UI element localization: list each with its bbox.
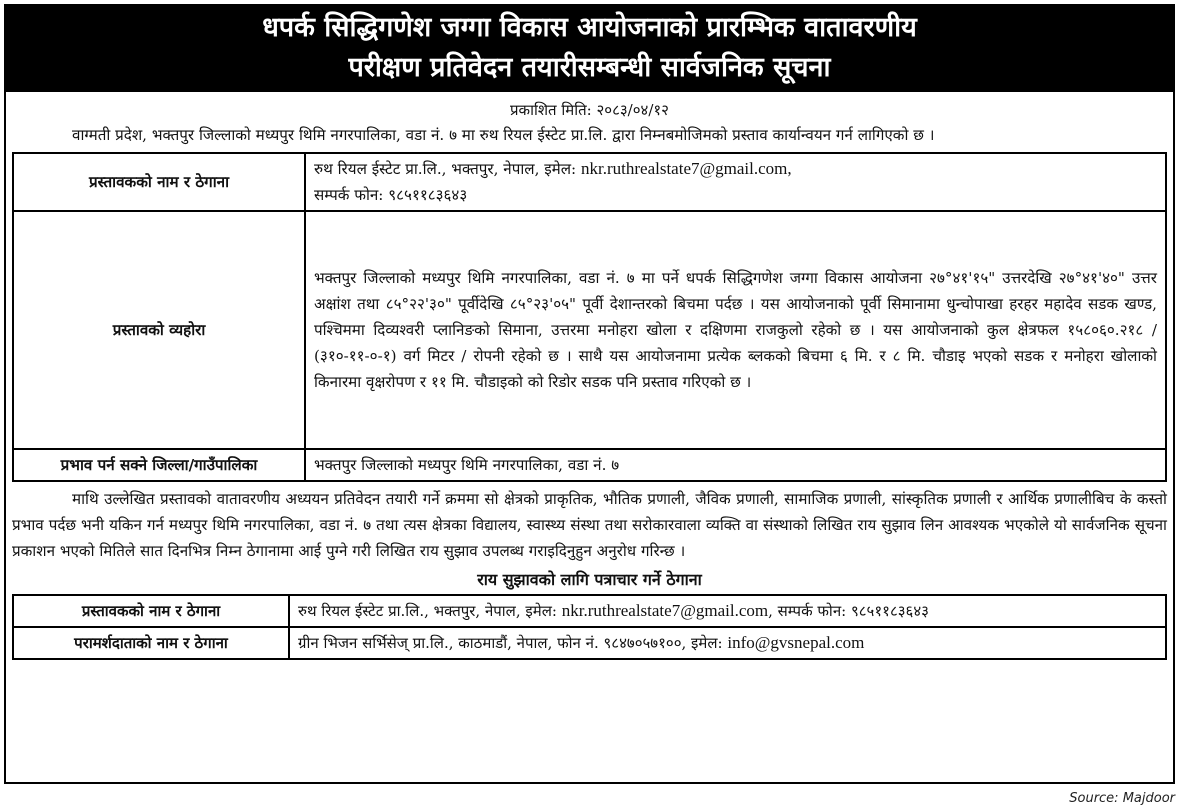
title-line-1: धपर्क सिद्धिगणेश जग्गा विकास आयोजनाको प्रारम्भिक वातावरणीय — [262, 12, 917, 43]
body-paragraph: माथि उल्लेखित प्रस्तावको वातावरणीय अध्ययन प्रतिवेदन तयारी गर्ने क्रममा सो क्षेत्रको प्राकृतिक, भौतिक प्रणाली, जैविक प्रणाली, सामाजिक प्रणाली, सांस्कृतिक प्रणाली र आर्थिक प्रणालीबिच के कस्तो प्रभाव पर्दछ भनी यकिन गर्न मध्यपुर थिमि नगरपालिका, वडा नं. ७ तथा त्यस क्षेत्रका विद्यालय, स्वास्थ्य संस्था तथा सरोकारवाला व्यक्ति वा संस्थाको लिखित राय सुझाव लिन आवश्यक भएकोले यो सार्वजनिक सूचना प्रकाशन भएको मितिले सात दिनभित्र निम्न ठेगानामा आई पुग्ने गरी लिखित राय सुझाव उपलब्ध गराइदिनुहुन अनुरोध गरिन्छ । — [12, 490, 1167, 560]
proposer-email[interactable]: nkr.ruthrealstate7@gmail.com, — [581, 159, 792, 178]
description-value: भक्तपुर जिल्लाको मध्यपुर थिमि नगरपालिका, वडा नं. ७ मा पर्ने धपर्क सिद्धिगणेश जग्गा विकास आयोजना २७°४१'१५" उत्तरदेखि २७°४१'४०" उत्तर अक्षांश तथा ८५°२२'३०" पूर्वीदेखि ८५°२३'०५" पूर्वी देशान्तरको बिचमा पर्दछ । यस आयोजनाको पूर्वी सिमानामा धुन्चोपाखा हरहर महादेव सडक खण्ड, पश्चिममा दिव्यश्वरी प्लानिङको सिमाना, उत्तरमा मनोहरा खोला र दक्षिणमा राजकुलो रहेको छ । यस आयोजनाको कुल क्षेत्रफल १५८०६०.२१८ / (३१०-११-०-१) वर्ग मिटर / रोपनी रहेको छ । साथै यस आयोजनामा प्रत्येक ब्लकको बिचमा ६ मि. र ८ मि. चौडाइ भएको सडक र मनोहरा खोलाको किनारमा वृक्षरोपण र ११ मि. चौडाइको को रिडोर सडक पनि प्रस्ताव गरिएको छ । — [305, 211, 1166, 449]
table-row — [13, 595, 1166, 627]
title-line-2: परीक्षण प्रतिवेदन तयारीसम्बन्धी सार्वजनिक सूचना — [348, 52, 831, 83]
proposer-name-address: रुथ रियल ईस्टेट प्रा.लि., भक्तपुर, नेपाल, इमेल: — [314, 160, 582, 178]
contact-proposer-address: रुथ रियल ईस्टेट प्रा.लि., भक्तपुर, नेपाल, इमेल: — [298, 602, 562, 620]
contact-heading: राय सुझावको लागि पत्राचार गर्ने ठेगाना — [477, 570, 702, 589]
proposal-info-table — [12, 152, 1167, 482]
source-credit: Source: Majdoor — [1069, 791, 1175, 806]
contact-table — [12, 594, 1167, 660]
affected-area-value: भक्तपुर जिल्लाको मध्यपुर थिमि नगरपालिका, वडा नं. ७ — [305, 449, 1166, 481]
proposer-phone: सम्पर्क फोन: ९८५११८३६४३ — [314, 186, 468, 204]
contact-proposer-phone: , सम्पर्क फोन: ९८५११८३६४३ — [768, 602, 929, 620]
table-row — [13, 153, 1166, 211]
published-date: प्रकाशित मिति: २०८३/०४/१२ — [510, 101, 669, 119]
consultant-value — [289, 627, 1166, 659]
contact-proposer-email[interactable]: nkr.ruthrealstate7@gmail.com — [561, 601, 769, 620]
consultant-address: ग्रीन भिजन सर्भिसेज् प्रा.लि., काठमाडौं, नेपाल, फोन नं. ९८४७०५७१००, इमेल: — [298, 634, 728, 652]
consultant-label: परामर्शदाताको नाम र ठेगाना — [13, 627, 289, 659]
notice-title — [6, 6, 1173, 92]
proposer-label: प्रस्तावकको नाम र ठेगाना — [13, 153, 305, 211]
contact-proposer-value — [289, 595, 1166, 627]
notice-body — [6, 100, 1173, 660]
affected-area-label: प्रभाव पर्न सक्ने जिल्ला/गाउँपालिका — [13, 449, 305, 481]
description-label: प्रस्तावको व्यहोरा — [13, 211, 305, 449]
public-notice — [4, 4, 1175, 784]
table-row — [13, 211, 1166, 449]
table-row — [13, 449, 1166, 481]
proposer-value — [305, 153, 1166, 211]
consultant-email[interactable]: info@gvsnepal.com — [727, 633, 865, 652]
intro-paragraph: वाग्मती प्रदेश, भक्तपुर जिल्लाको मध्यपुर थिमि नगरपालिका, वडा नं. ७ मा रुथ रियल ईस्टेट प्रा.लि. द्वारा निम्नबमोजिमको प्रस्ताव कार्यान्वयन गर्न लागिएको छ । — [72, 126, 935, 144]
contact-proposer-label: प्रस्तावकको नाम र ठेगाना — [13, 595, 289, 627]
table-row — [13, 627, 1166, 659]
